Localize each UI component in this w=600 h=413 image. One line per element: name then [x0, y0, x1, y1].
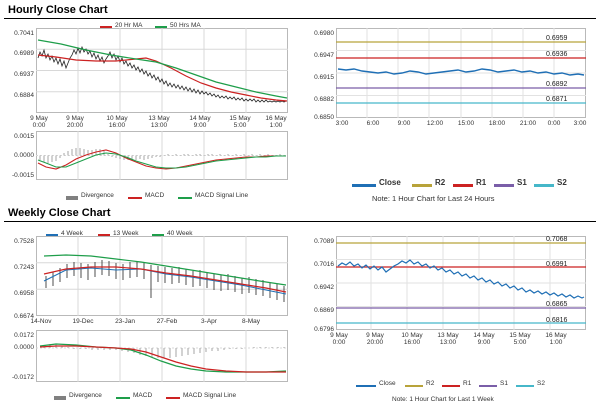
hourly-price-xtick-5: 15 May 5:00 — [229, 115, 251, 129]
hourly-levels-ytick-2: 0.6915 — [314, 74, 334, 81]
weekly-levels-xtick-1: 9 May 20:00 — [366, 332, 384, 346]
hourly-levels-xtick-7: 0:00 — [547, 120, 561, 127]
hourly-price-xtick-1: 9 May 20:00 — [66, 115, 84, 129]
hourly-price-ytick-3: 0.6884 — [14, 92, 34, 99]
hourly-levels-xtick-1: 6:00 — [366, 120, 380, 127]
weekly-price-xtick-0: 14-Nov — [30, 318, 52, 325]
legend-swatch-20hr-ma — [100, 26, 112, 28]
legend-swatch-macd-hourly — [128, 197, 142, 199]
weekly-levels-plot-svg — [336, 236, 586, 330]
weekly-price-xtick-3: 27-Feb — [156, 318, 178, 325]
legend-swatch-4-week — [46, 234, 58, 236]
weekly-level-r2-value: 0.7068 — [546, 236, 568, 243]
hourly-price-xtick-4: 14 May 9:00 — [189, 115, 211, 129]
legend-swatch-50hrs-ma — [155, 26, 167, 28]
weekly-levels-xtick-6: 16 May 1:00 — [545, 332, 567, 346]
legend-swatch-40-week — [152, 234, 164, 236]
legend-swatch-macd-signal-weekly — [166, 397, 180, 399]
section-divider-weekly — [4, 221, 596, 222]
hourly-levels-note: Note: 1 Hour Chart for Last 24 Hours — [372, 194, 495, 203]
weekly-level-r1-value: 0.6991 — [546, 261, 568, 268]
legend-label-divergence-weekly: Divergence — [69, 392, 102, 399]
hourly-levels-xtick-3: 12:00 — [426, 120, 444, 127]
hourly-levels-xtick-8: 3:00 — [573, 120, 587, 127]
weekly-price-plot-svg — [36, 236, 288, 316]
legend-swatch-close-weekly — [356, 385, 376, 387]
hourly-levels-ytick-4: 0.6850 — [314, 114, 334, 121]
weekly-price-xtick-2: 23-Jan — [115, 318, 135, 325]
legend-label-4-week: 4 Week — [61, 230, 83, 237]
weekly-price-xtick-4: 3-Apr — [201, 318, 217, 325]
hourly-levels-xtick-6: 21:00 — [519, 120, 537, 127]
hourly-macd-ytick-1: 0.0000 — [14, 152, 34, 159]
legend-swatch-divergence-hourly — [66, 196, 78, 200]
hourly-levels-xtick-5: 18:00 — [488, 120, 506, 127]
legend-swatch-r2-weekly — [405, 385, 423, 387]
legend-swatch-macd-signal-hourly — [178, 197, 192, 199]
legend-label-50hrs-ma: 50 Hrs MA — [170, 22, 201, 29]
hourly-level-r2-value: 0.6959 — [546, 35, 568, 42]
weekly-level-s2-value: 0.6816 — [546, 317, 568, 324]
legend-swatch-macd-weekly — [116, 397, 130, 399]
legend-swatch-s1-weekly — [479, 385, 497, 387]
weekly-macd-ytick-2: -0.0172 — [11, 374, 34, 381]
legend-label-divergence-hourly: Divergence — [81, 192, 114, 199]
hourly-price-plot-svg — [36, 28, 288, 113]
weekly-levels-ytick-4: 0.6796 — [314, 326, 334, 333]
weekly-macd-plot-svg — [36, 330, 288, 382]
hourly-price-ytick-1: 0.6989 — [14, 50, 34, 57]
weekly-level-s1-value: 0.6865 — [546, 301, 568, 308]
weekly-price-ytick-3: 0.6674 — [14, 313, 34, 320]
hourly-macd-ytick-2: -0.0015 — [11, 172, 34, 179]
legend-label-macd-weekly: MACD — [133, 392, 153, 399]
hourly-macd-ytick-0: 0.0015 — [14, 133, 34, 140]
legend-swatch-r1-hourly — [453, 184, 473, 187]
hourly-level-r1-value: 0.6936 — [546, 51, 568, 58]
legend-label-r2-hourly: R2 — [435, 178, 446, 187]
weekly-macd-ytick-1: 0.0000 — [14, 344, 34, 351]
legend-swatch-close-hourly — [352, 184, 376, 187]
legend-label-r1-hourly: R1 — [476, 178, 487, 187]
legend-swatch-13-week — [98, 234, 110, 236]
weekly-levels-ytick-0: 0.7089 — [314, 238, 334, 245]
section-divider-hourly — [4, 18, 596, 19]
weekly-price-xtick-1: 19-Dec — [72, 318, 94, 325]
legend-swatch-r1-weekly — [442, 385, 460, 387]
weekly-price-ytick-2: 0.6958 — [14, 290, 34, 297]
hourly-price-xtick-2: 10 May 16:00 — [106, 115, 128, 129]
legend-label-s1-weekly: S1 — [500, 380, 508, 387]
legend-swatch-s1-hourly — [494, 184, 514, 187]
hourly-levels-ytick-0: 0.6980 — [314, 30, 334, 37]
hourly-price-ytick-0: 0.7041 — [14, 30, 34, 37]
hourly-price-xtick-0: 9 May 0:00 — [30, 115, 48, 129]
weekly-levels-note: Note: 1 Hour Chart for Last 1 Week — [392, 396, 494, 403]
hourly-price-xtick-3: 13 May 13:00 — [148, 115, 170, 129]
legend-swatch-s2-weekly — [516, 385, 534, 387]
weekly-levels-xtick-3: 13 May 13:00 — [437, 332, 459, 346]
hourly-macd-plot-svg — [36, 131, 288, 180]
legend-label-s2-weekly: S2 — [537, 380, 545, 387]
weekly-levels-xtick-2: 10 May 16:00 — [401, 332, 423, 346]
hourly-level-s1-value: 0.6892 — [546, 81, 568, 88]
weekly-levels-ytick-3: 0.6869 — [314, 307, 334, 314]
legend-swatch-r2-hourly — [412, 184, 432, 187]
hourly-levels-ytick-3: 0.6882 — [314, 96, 334, 103]
weekly-levels-xtick-4: 14 May 9:00 — [473, 332, 495, 346]
legend-swatch-s2-hourly — [534, 184, 554, 187]
hourly-levels-xtick-0: 3:00 — [335, 120, 349, 127]
legend-label-40-week: 40 Week — [167, 230, 193, 237]
hourly-level-s2-value: 0.6871 — [546, 96, 568, 103]
legend-label-s2-hourly: S2 — [557, 178, 567, 187]
legend-label-macd-signal-hourly: MACD Signal Line — [195, 192, 249, 199]
weekly-levels-ytick-2: 0.6942 — [314, 284, 334, 291]
legend-label-r1-weekly: R1 — [463, 380, 472, 387]
legend-label-close-hourly: Close — [379, 178, 401, 187]
section-title-hourly: Hourly Close Chart — [8, 4, 108, 16]
legend-label-20hr-ma: 20 Hr MA — [115, 22, 143, 29]
weekly-levels-xtick-5: 15 May 5:00 — [509, 332, 531, 346]
hourly-levels-xtick-2: 9:00 — [397, 120, 411, 127]
legend-swatch-divergence-weekly — [54, 396, 66, 400]
legend-label-close-weekly: Close — [379, 380, 396, 387]
legend-label-macd-hourly: MACD — [145, 192, 165, 199]
legend-label-macd-signal-weekly: MACD Signal Line — [183, 392, 237, 399]
weekly-macd-ytick-0: 0.0172 — [14, 332, 34, 339]
hourly-levels-xtick-4: 15:00 — [457, 120, 475, 127]
weekly-price-ytick-0: 0.7528 — [14, 238, 34, 245]
hourly-price-xtick-6: 16 May 1:00 — [265, 115, 287, 129]
weekly-price-xtick-5: 8-May — [241, 318, 261, 325]
legend-label-s1-hourly: S1 — [517, 178, 527, 187]
weekly-levels-xtick-0: 9 May 0:00 — [330, 332, 348, 346]
hourly-price-ytick-2: 0.6937 — [14, 71, 34, 78]
legend-label-r2-weekly: R2 — [426, 380, 435, 387]
hourly-levels-ytick-1: 0.6947 — [314, 52, 334, 59]
weekly-levels-ytick-1: 0.7016 — [314, 261, 334, 268]
section-title-weekly: Weekly Close Chart — [8, 207, 111, 219]
legend-label-13-week: 13 Week — [113, 230, 139, 237]
weekly-price-ytick-1: 0.7243 — [14, 264, 34, 271]
